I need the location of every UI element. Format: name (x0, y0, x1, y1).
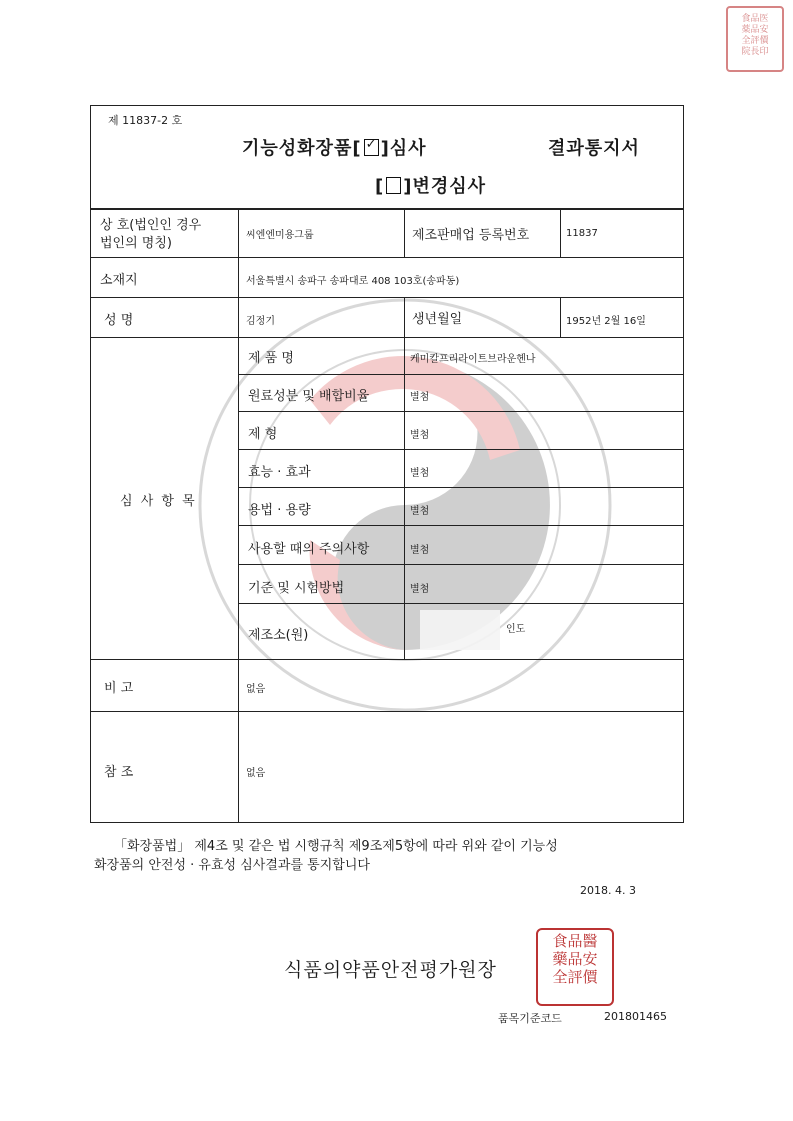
doc-title-result: 결과통지서 (548, 138, 640, 159)
rule (560, 208, 561, 257)
item-value-efficacy: 별첨 (410, 468, 430, 479)
rule (404, 297, 405, 337)
rule (238, 208, 239, 337)
doc-title-line1 (242, 134, 427, 160)
item-label-precautions: 사용할 때의 주의사항 (248, 542, 370, 557)
rule (90, 337, 683, 338)
remarks-value: 없음 (246, 684, 266, 695)
title-prefix: 기능성화장품[ (242, 138, 362, 159)
birth-label: 생년월일 (412, 312, 463, 327)
company-label-l2: 법인의 명칭) (100, 236, 172, 251)
issuer-name: 식품의약품안전평가원장 (284, 959, 497, 981)
birth-value: 1952년 2월 16일 (566, 316, 646, 327)
reference-value: 없음 (246, 768, 266, 779)
item-value-ingredients: 별첨 (410, 392, 430, 403)
rule (90, 297, 683, 298)
title2-suffix: ]변경심사 (403, 176, 487, 197)
issue-date: 2018. 4. 3 (580, 884, 636, 897)
item-label-manufacturer: 제조소(원) (248, 628, 309, 643)
rule (238, 449, 683, 450)
item-label-efficacy: 효능 · 효과 (248, 465, 311, 480)
item-label-product-name: 제 품 명 (248, 351, 294, 366)
address-label: 소재지 (100, 273, 138, 288)
rule (238, 374, 683, 375)
reg-number-value: 11837 (566, 228, 598, 239)
reference-label: 참 조 (104, 765, 134, 780)
rule (238, 337, 239, 659)
rule (238, 411, 683, 412)
rule (404, 208, 405, 257)
title-mid: ]심사 (380, 138, 427, 159)
top-right-seal-stamp: 食品医 薬品安 全評價 院長印 (726, 6, 784, 72)
doc-title-line2 (375, 172, 486, 198)
rule (90, 208, 683, 210)
manufacturer-blur-redaction (420, 610, 500, 650)
item-value-product-name: 케미칼프리라이트브라운헨나 (410, 354, 536, 365)
item-value-precautions: 별첨 (410, 545, 430, 556)
doc-number: 제 11837-2 호 (108, 114, 183, 127)
review-items-label: 심 사 항 목 (120, 494, 197, 509)
remarks-label: 비 고 (104, 681, 134, 696)
rule (90, 257, 683, 258)
item-label-dosage: 용법 · 용량 (248, 503, 311, 518)
review-checkbox (364, 139, 379, 156)
item-label-ingredients: 원료성분 및 배합비율 (248, 389, 370, 404)
form-frame (90, 105, 684, 823)
rule (90, 711, 683, 712)
product-code-label: 품목기준코드 (498, 1012, 562, 1025)
item-value-form: 별첨 (410, 430, 430, 441)
product-code-value: 201801465 (604, 1010, 667, 1023)
rule (560, 297, 561, 337)
rule (238, 564, 683, 565)
check-icon: ✓ (365, 137, 378, 152)
official-seal-stamp: 食品醫 藥品安 全評價 (536, 928, 614, 1006)
rule (238, 525, 683, 526)
notice-line2: 화장품의 안전성 · 유효성 심사결과를 통지합니다 (94, 858, 370, 873)
change-review-checkbox (386, 177, 401, 194)
item-value-dosage: 별첨 (410, 506, 430, 517)
reg-number-label: 제조판매업 등록번호 (412, 228, 530, 243)
name-label: 성 명 (104, 313, 134, 328)
rule (238, 659, 239, 822)
rule (90, 822, 683, 823)
rule (90, 659, 683, 660)
title2-prefix: [ (375, 176, 385, 197)
notice-line1: 「화장품법」 제4조 및 같은 법 시행규칙 제9조제5항에 따라 위와 같이 기능성 (114, 839, 558, 854)
item-label-standards: 기준 및 시험방법 (248, 581, 345, 596)
rule (404, 337, 405, 659)
company-label-l1: 상 호(법인인 경우 (100, 218, 202, 233)
address-value: 서울특별시 송파구 송파대로 408 103호(송파동) (246, 276, 460, 287)
rule (238, 603, 683, 604)
item-value-manufacturer: 인도 (506, 624, 526, 635)
company-value: 씨엔엔미용그룹 (246, 230, 314, 241)
name-value: 김정기 (246, 316, 275, 327)
item-label-form: 제 형 (248, 427, 278, 442)
item-value-standards: 별첨 (410, 584, 430, 595)
rule (238, 487, 683, 488)
